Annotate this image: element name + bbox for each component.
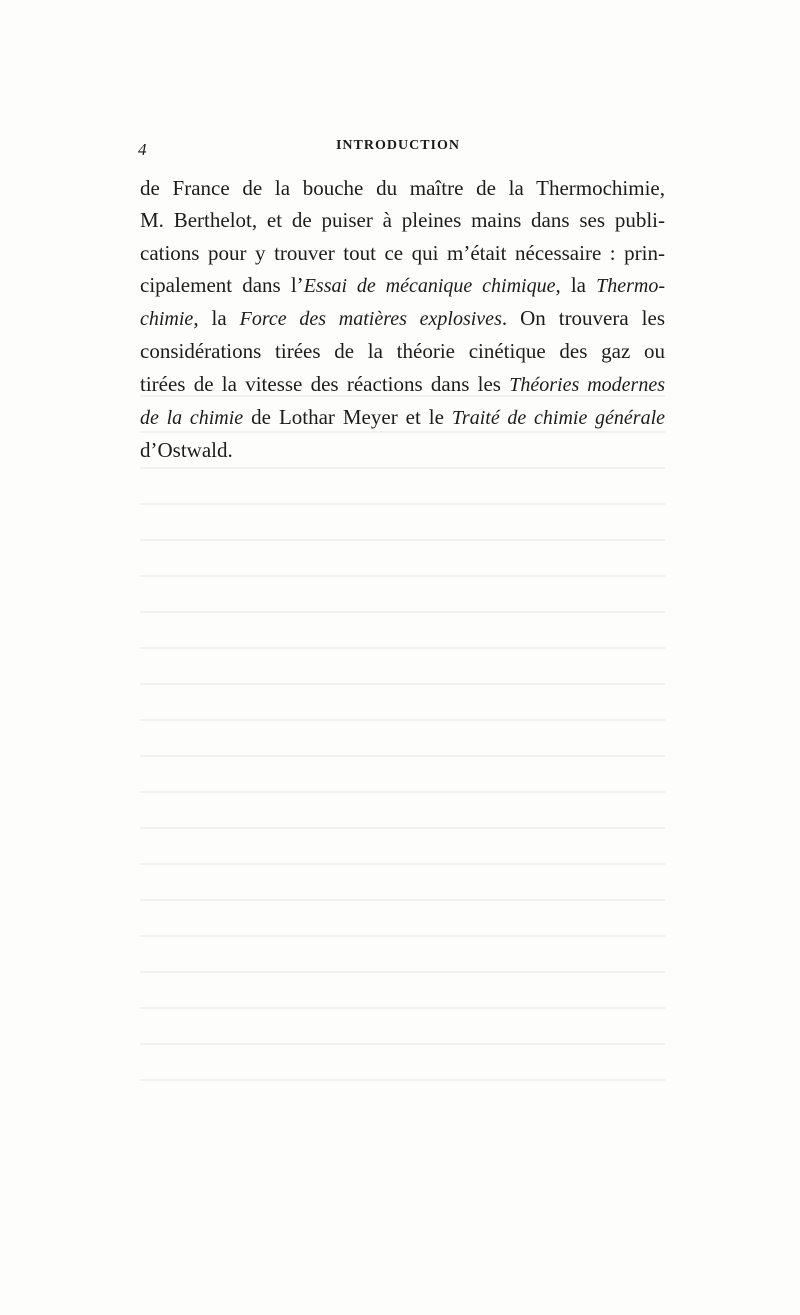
text-line [140,269,665,302]
italic-title: Traité de chimie générale [451,407,666,430]
text-line [140,237,665,269]
italic-title: Essai de mécanique chimique [303,274,556,297]
italic-title: Thermo- [596,274,665,297]
body-paragraph [140,172,665,467]
italic-title: Théories modernes [509,373,665,396]
italic-title: chimie [140,308,194,331]
text-segment: cations pour y trouver tout ce qui m’était nécessaire : prin- [140,240,665,265]
italic-title: de la chimie [140,407,244,430]
paper-show-through [140,395,665,1175]
text-segment: considérations tirées de la théorie cinétique des gaz ou [140,339,665,364]
running-title: INTRODUCTION [335,138,460,153]
page-number: 4 [138,140,147,159]
text-segment: . On trouvera les [501,306,665,331]
text-segment: cipalement dans l’ [140,272,304,297]
text-line [140,335,665,367]
text-segment: d’Ostwald. [140,438,233,463]
text-segment: de France de la bouche du maître de la Thermochimie, [140,176,665,200]
text-segment: tirées de la vitesse des réactions dans les [140,371,510,396]
running-head [138,136,658,160]
text-segment: M. Berthelot, et de puiser à pleines mains dans ses publi- [140,208,665,233]
text-line [140,401,665,434]
text-line [140,368,665,401]
text-segment: , la [555,272,597,297]
text-line [140,172,665,204]
italic-title: Force des matières explosives [239,308,502,331]
text-line [140,204,665,236]
text-segment: de Lothar Meyer et le [243,405,452,430]
text-line [140,434,665,466]
text-segment: , la [193,306,240,331]
text-line [140,302,665,335]
